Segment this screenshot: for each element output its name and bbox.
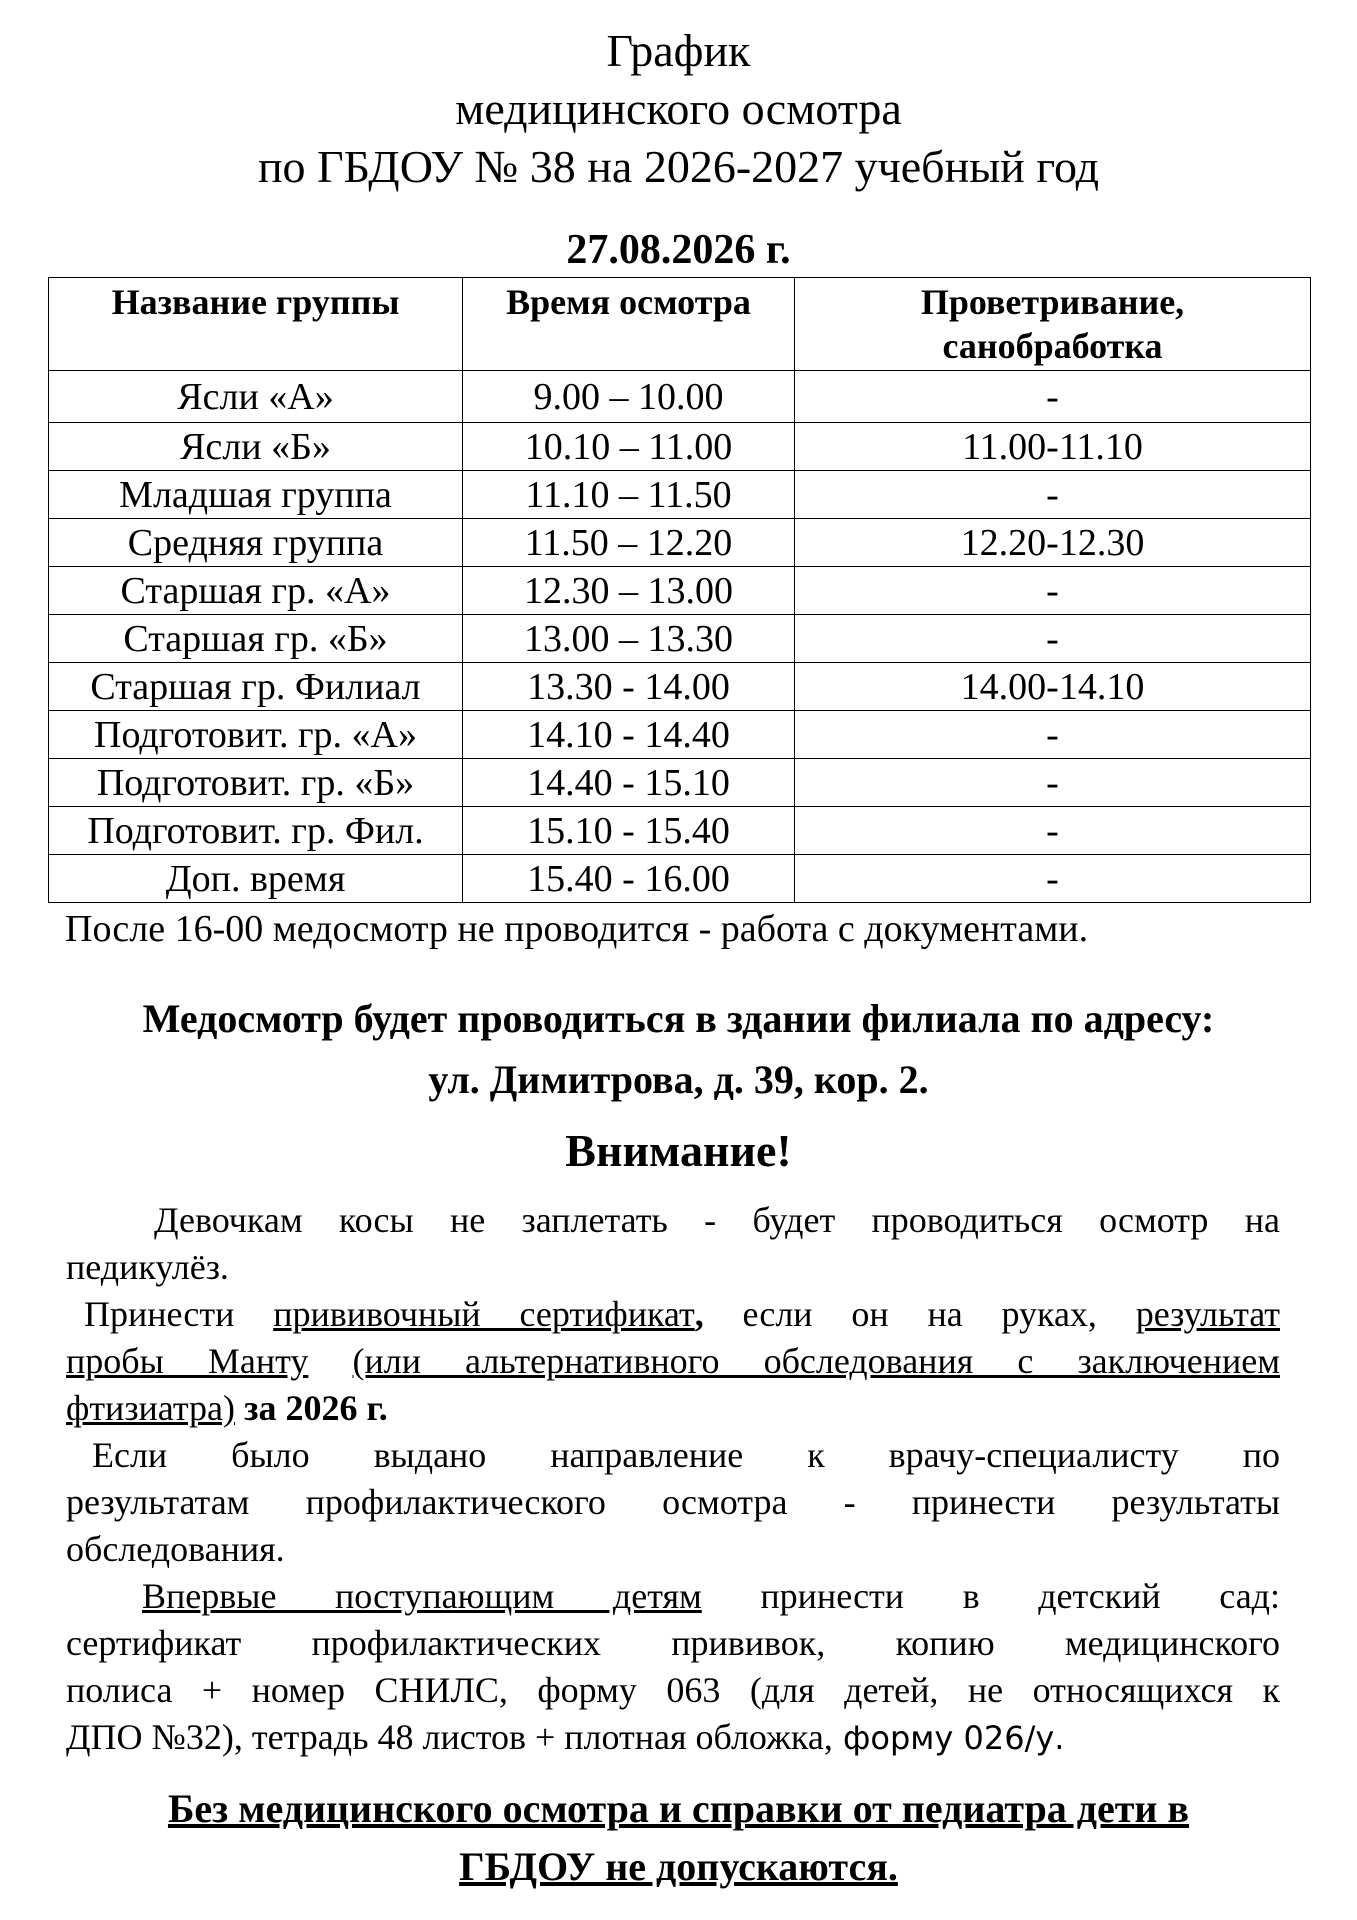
header-ventilation-line-2: санобработка — [942, 326, 1163, 366]
cell-ventilation: - — [795, 567, 1311, 615]
cell-time: 14.10 - 14.40 — [463, 711, 795, 759]
cell-time: 9.00 – 10.00 — [463, 371, 795, 423]
table-row — [49, 519, 1311, 567]
paragraph-line: обследования. — [66, 1529, 285, 1569]
table-row — [49, 663, 1311, 711]
after-hours-note: После 16-00 медосмотр не проводится - работа с документами. — [65, 908, 1089, 950]
table-header-row — [49, 278, 1311, 371]
cell-time: 11.50 – 12.20 — [463, 519, 795, 567]
text-fragment: если он на руках, — [703, 1294, 1097, 1334]
text-fragment: Принести — [84, 1294, 235, 1334]
paragraph-braids — [66, 1197, 1280, 1291]
mantoux-result-text: результат — [1135, 1294, 1281, 1334]
cell-ventilation: - — [795, 371, 1311, 423]
paragraph-referral — [66, 1432, 1280, 1573]
cell-group: Средняя группа — [49, 519, 463, 567]
header-exam-time: Время осмотра — [463, 278, 795, 371]
text-fragment: , — [694, 1294, 704, 1334]
document-title — [0, 22, 1357, 196]
cell-ventilation: - — [795, 807, 1311, 855]
header-ventilation-line-1: Проветривание, — [920, 282, 1185, 322]
year-text: за 2026 г. — [235, 1388, 388, 1428]
header-group-name: Название группы — [49, 278, 463, 371]
text-fragment: принести в детский сад: — [701, 1576, 1281, 1616]
cell-group: Подготовит. гр. «Б» — [49, 759, 463, 807]
paragraph-line: результатам профилактического осмотра - принести результаты — [66, 1482, 1280, 1522]
cell-group: Доп. время — [49, 855, 463, 903]
final-warning-line-2: ГБДОУ не допускаются. — [459, 1844, 898, 1889]
cell-group: Младшая группа — [49, 471, 463, 519]
cell-group: Ясли «Б» — [49, 423, 463, 471]
paragraph-line: сертификат профилактических прививок, копию медицинского — [66, 1623, 1280, 1663]
mantoux-test-text: пробы Манту — [66, 1341, 309, 1381]
cell-ventilation: - — [795, 759, 1311, 807]
cell-group: Старшая гр. Филиал — [49, 663, 463, 711]
cell-group: Подготовит. гр. Фил. — [49, 807, 463, 855]
form-026-text: форму 026/у. — [832, 1719, 1065, 1757]
paragraph-line — [66, 1291, 1280, 1338]
paragraph-line — [66, 1714, 1280, 1761]
cell-time: 15.10 - 15.40 — [463, 807, 795, 855]
paragraph-certificate — [66, 1291, 1280, 1432]
cell-time: 15.40 - 16.00 — [463, 855, 795, 903]
header-ventilation — [795, 278, 1311, 371]
table-row — [49, 567, 1311, 615]
cell-ventilation: - — [795, 615, 1311, 663]
vaccination-certificate-text: прививочный сертификат — [273, 1294, 695, 1334]
paragraph-line: педикулёз. — [66, 1247, 229, 1287]
paragraph-new-children — [66, 1573, 1280, 1761]
cell-ventilation: 12.20-12.30 — [795, 519, 1311, 567]
table-row — [49, 807, 1311, 855]
cell-ventilation: - — [795, 855, 1311, 903]
new-children-text: Впервые поступающим детям — [142, 1576, 702, 1616]
schedule-date: 27.08.2026 г. — [566, 227, 791, 273]
cell-group: Ясли «А» — [49, 371, 463, 423]
attention-heading: Внимание! — [565, 1125, 792, 1176]
table-row — [49, 711, 1311, 759]
title-line-1: График — [606, 25, 751, 76]
table-row — [49, 855, 1311, 903]
title-line-2: медицинского осмотра — [455, 83, 902, 134]
paragraph-line — [66, 1573, 1280, 1620]
location-notice — [0, 988, 1357, 1110]
location-address: ул. Димитрова, д. 39, кор. 2. — [428, 1057, 929, 1102]
table-row — [49, 423, 1311, 471]
cell-ventilation: 14.00-14.10 — [795, 663, 1311, 711]
title-line-3: по ГБДОУ № 38 на 2026-2027 учебный год — [257, 141, 1100, 192]
cell-time: 13.00 – 13.30 — [463, 615, 795, 663]
paragraph-line — [66, 1385, 1280, 1432]
cell-group: Старшая гр. «Б» — [49, 615, 463, 663]
location-line-1: Медосмотр будет проводиться в здании филиала по адресу: — [142, 996, 1215, 1041]
paragraph-line — [66, 1338, 1280, 1385]
text-fragment: ДПО №32), тетрадь 48 листов + плотная обложка, — [66, 1717, 833, 1757]
paragraph-line: полиса + номер СНИЛС, форму 063 (для детей, не относящихся к — [66, 1670, 1280, 1710]
phthisiatrician-text: фтизиатра) — [66, 1388, 235, 1428]
table-row — [49, 759, 1311, 807]
alternative-exam-text: (или альтернативного обследования с заключением — [352, 1341, 1280, 1381]
cell-time: 12.30 – 13.00 — [463, 567, 795, 615]
cell-time: 10.10 – 11.00 — [463, 423, 795, 471]
cell-ventilation: - — [795, 471, 1311, 519]
cell-group: Подготовит. гр. «А» — [49, 711, 463, 759]
paragraph-line: Девочкам косы не заплетать - будет проводиться осмотр на — [154, 1200, 1280, 1240]
table-row — [49, 471, 1311, 519]
cell-time: 11.10 – 11.50 — [463, 471, 795, 519]
paragraph-line: Если было выдано направление к врачу-специалисту по — [92, 1435, 1280, 1475]
final-warning — [0, 1780, 1357, 1896]
cell-time: 13.30 - 14.00 — [463, 663, 795, 711]
cell-time: 14.40 - 15.10 — [463, 759, 795, 807]
schedule-table — [48, 277, 1311, 903]
cell-ventilation: 11.00-11.10 — [795, 423, 1311, 471]
table-row — [49, 615, 1311, 663]
table-row — [49, 371, 1311, 423]
final-warning-line-1: Без медицинского осмотра и справки от педиатра дети в — [167, 1786, 1190, 1831]
cell-group: Старшая гр. «А» — [49, 567, 463, 615]
cell-ventilation: - — [795, 711, 1311, 759]
